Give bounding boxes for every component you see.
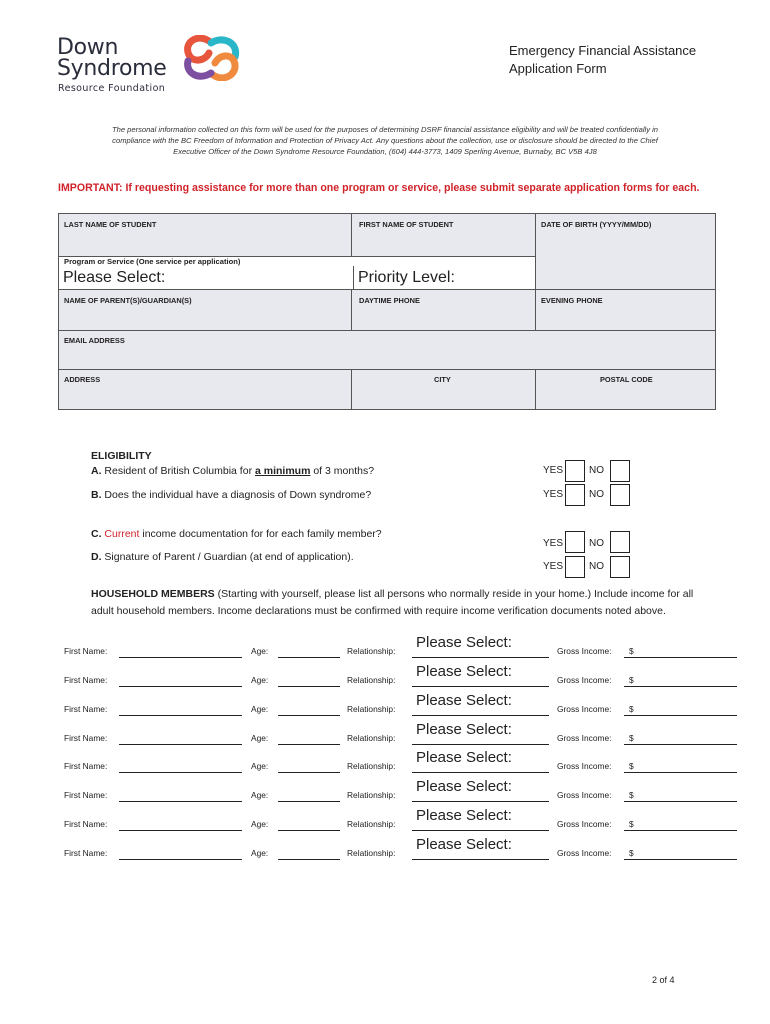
gross-income-label: Gross Income: — [557, 704, 612, 714]
relationship-underline — [412, 657, 549, 658]
no-label-a: NO — [589, 465, 604, 476]
no-label-d: NO — [589, 561, 604, 572]
gross-income-input[interactable] — [624, 830, 737, 831]
currency-sign: $ — [629, 848, 634, 858]
eligibility-question-c — [91, 528, 382, 540]
form-title-line-1: Emergency Financial Assistance — [509, 43, 697, 58]
relationship-select[interactable]: Please Select: — [416, 663, 512, 680]
relationship-label: Relationship: — [347, 675, 396, 685]
eligibility-question-a — [91, 465, 374, 477]
relationship-select[interactable]: Please Select: — [416, 778, 512, 795]
relationship-underline — [412, 715, 549, 716]
relationship-label: Relationship: — [347, 819, 396, 829]
daytime-phone-label: DAYTIME PHONE — [359, 296, 420, 305]
gross-income-input[interactable] — [624, 686, 737, 687]
household-text-2: adult household members. Income declarations must be confirmed with require income verification documents noted above. — [91, 605, 666, 617]
first-name-label: First Name: — [64, 848, 108, 858]
age-input[interactable] — [278, 801, 340, 802]
address-label: ADDRESS — [64, 375, 101, 384]
yes-label-a: YES — [543, 465, 564, 476]
gross-income-label: Gross Income: — [557, 675, 612, 685]
age-label: Age: — [251, 646, 269, 656]
privacy-line-3: Executive Officer of the Down Syndrome Resource Foundation, (604) 444-3773, 1409 Sperling Avenue, Burnaby, BC V5B 4J8 — [173, 147, 597, 156]
age-label: Age: — [251, 848, 269, 858]
eligibility-heading: ELIGIBILITY — [91, 450, 152, 462]
gross-income-label: Gross Income: — [557, 761, 612, 771]
gross-income-input[interactable] — [624, 657, 737, 658]
age-label: Age: — [251, 704, 269, 714]
eligibility-question-b — [91, 489, 371, 501]
relationship-label: Relationship: — [347, 733, 396, 743]
relationship-underline — [412, 772, 549, 773]
logo — [57, 35, 257, 97]
email-cell[interactable] — [58, 330, 716, 370]
dsrf-logo-mark-icon — [179, 35, 245, 81]
parent-name-label: NAME OF PARENT(S)/GUARDIAN(S) — [64, 296, 192, 305]
currency-sign: $ — [629, 675, 634, 685]
gross-income-input[interactable] — [624, 859, 737, 860]
currency-sign: $ — [629, 819, 634, 829]
question-b-text: Does the individual have a diagnosis of Down syndrome? — [101, 489, 372, 501]
yes-checkbox-b[interactable] — [565, 484, 585, 506]
relationship-underline — [412, 830, 549, 831]
question-a-text-2: of 3 months? — [310, 465, 375, 477]
question-a-prefix: A. — [91, 465, 102, 477]
age-input[interactable] — [278, 859, 340, 860]
address-cell[interactable] — [58, 369, 352, 410]
question-a-text-1: Resident of British Columbia for — [101, 465, 255, 477]
gross-income-label: Gross Income: — [557, 646, 612, 656]
question-c-prefix: C. — [91, 528, 102, 540]
age-input[interactable] — [278, 830, 340, 831]
age-input[interactable] — [278, 744, 340, 745]
question-c-red: Current — [101, 528, 140, 540]
currency-sign: $ — [629, 733, 634, 743]
currency-sign: $ — [629, 761, 634, 771]
age-label: Age: — [251, 819, 269, 829]
yes-label-c: YES — [543, 538, 564, 549]
yes-checkbox-c[interactable] — [565, 531, 585, 553]
priority-level-select[interactable]: Priority Level: — [353, 266, 535, 289]
page-number: 2 of 4 — [652, 975, 675, 985]
relationship-underline — [412, 859, 549, 860]
last-name-label: LAST NAME OF STUDENT — [64, 220, 157, 229]
age-input[interactable] — [278, 772, 340, 773]
form-title-line-2: Application Form — [509, 61, 607, 76]
gross-income-label: Gross Income: — [557, 790, 612, 800]
first-name-label: FIRST NAME OF STUDENT — [359, 220, 454, 229]
first-name-label: First Name: — [64, 646, 108, 656]
relationship-select[interactable]: Please Select: — [416, 836, 512, 853]
relationship-label: Relationship: — [347, 790, 396, 800]
age-label: Age: — [251, 733, 269, 743]
currency-sign: $ — [629, 704, 634, 714]
no-checkbox-c[interactable] — [610, 531, 630, 553]
yes-label-d: YES — [543, 561, 564, 572]
postal-code-label: POSTAL CODE — [600, 375, 653, 384]
gross-income-label: Gross Income: — [557, 848, 612, 858]
first-name-label: First Name: — [64, 819, 108, 829]
logo-line-3: Resource Foundation — [58, 83, 166, 94]
gross-income-label: Gross Income: — [557, 733, 612, 743]
no-label-c: NO — [589, 538, 604, 549]
first-name-input[interactable] — [119, 830, 242, 831]
first-name-input[interactable] — [119, 715, 242, 716]
first-name-input[interactable] — [119, 801, 242, 802]
household-intro — [91, 586, 751, 620]
age-label: Age: — [251, 761, 269, 771]
age-label: Age: — [251, 675, 269, 685]
age-label: Age: — [251, 790, 269, 800]
no-checkbox-b[interactable] — [610, 484, 630, 506]
age-input[interactable] — [278, 657, 340, 658]
question-a-bold: a minimum — [254, 465, 311, 477]
privacy-statement — [40, 124, 730, 157]
age-input[interactable] — [278, 686, 340, 687]
gross-income-input[interactable] — [624, 772, 737, 773]
first-name-input[interactable] — [119, 859, 242, 860]
evening-phone-label: EVENING PHONE — [541, 296, 603, 305]
gross-income-input[interactable] — [624, 801, 737, 802]
relationship-label: Relationship: — [347, 761, 396, 771]
first-name-label: First Name: — [64, 704, 108, 714]
privacy-line-1: The personal information collected on this form will be used for the purposes of determining DSRF financial assistance eligibility and will be treated confidentially in — [111, 125, 659, 134]
first-name-input[interactable] — [119, 686, 242, 687]
relationship-underline — [412, 744, 549, 745]
household-text-1: (Starting with yourself, please list all persons who normally reside in your home.) Include income for all — [214, 588, 694, 600]
relationship-label: Relationship: — [347, 848, 396, 858]
gross-income-input[interactable] — [624, 744, 737, 745]
email-label: EMAIL ADDRESS — [64, 336, 125, 345]
relationship-underline — [412, 686, 549, 687]
dob-label: DATE OF BIRTH (YYYY/MM/DD) — [541, 220, 652, 229]
first-name-input[interactable] — [119, 657, 242, 658]
relationship-label: Relationship: — [347, 704, 396, 714]
question-c-text: income documentation for for each family member? — [139, 528, 382, 540]
form-title — [509, 42, 696, 78]
no-label-b: NO — [589, 489, 604, 500]
program-label: Program or Service (One service per application) — [64, 257, 241, 266]
currency-sign: $ — [629, 646, 634, 656]
relationship-select[interactable]: Please Select: — [416, 721, 512, 738]
relationship-select[interactable]: Please Select: — [416, 807, 512, 824]
age-input[interactable] — [278, 715, 340, 716]
privacy-line-2: compliance with the BC Freedom of Information and Protection of Privacy Act. Any questions about the collection, use or disclosure should be directed to the Chief — [112, 136, 658, 145]
first-name-label: First Name: — [64, 675, 108, 685]
relationship-select[interactable]: Please Select: — [416, 749, 512, 766]
yes-checkbox-d[interactable] — [565, 556, 585, 578]
gross-income-input[interactable] — [624, 715, 737, 716]
important-notice: IMPORTANT: If requesting assistance for more than one program or service, please submit separate application forms for each. — [58, 182, 700, 194]
logo-line-1: Down — [57, 35, 119, 60]
currency-sign: $ — [629, 790, 634, 800]
program-select[interactable]: Please Select: — [59, 267, 351, 289]
eligibility-question-d — [91, 551, 354, 563]
first-name-label: First Name: — [64, 790, 108, 800]
question-d-prefix: D. — [91, 551, 102, 563]
question-b-prefix: B. — [91, 489, 102, 501]
first-name-label: First Name: — [64, 761, 108, 771]
household-heading: HOUSEHOLD MEMBERS — [91, 588, 215, 600]
first-name-input[interactable] — [119, 744, 242, 745]
relationship-select[interactable]: Please Select: — [416, 692, 512, 709]
gross-income-label: Gross Income: — [557, 819, 612, 829]
yes-label-b: YES — [543, 489, 564, 500]
relationship-underline — [412, 801, 549, 802]
first-name-input[interactable] — [119, 772, 242, 773]
city-label: CITY — [434, 375, 451, 384]
relationship-select[interactable]: Please Select: — [416, 634, 512, 651]
yes-checkbox-a[interactable] — [565, 460, 585, 482]
question-d-text: Signature of Parent / Guardian (at end of application). — [101, 551, 354, 563]
no-checkbox-d[interactable] — [610, 556, 630, 578]
relationship-label: Relationship: — [347, 646, 396, 656]
first-name-label: First Name: — [64, 733, 108, 743]
logo-line-2: Syndrome — [57, 56, 167, 81]
no-checkbox-a[interactable] — [610, 460, 630, 482]
